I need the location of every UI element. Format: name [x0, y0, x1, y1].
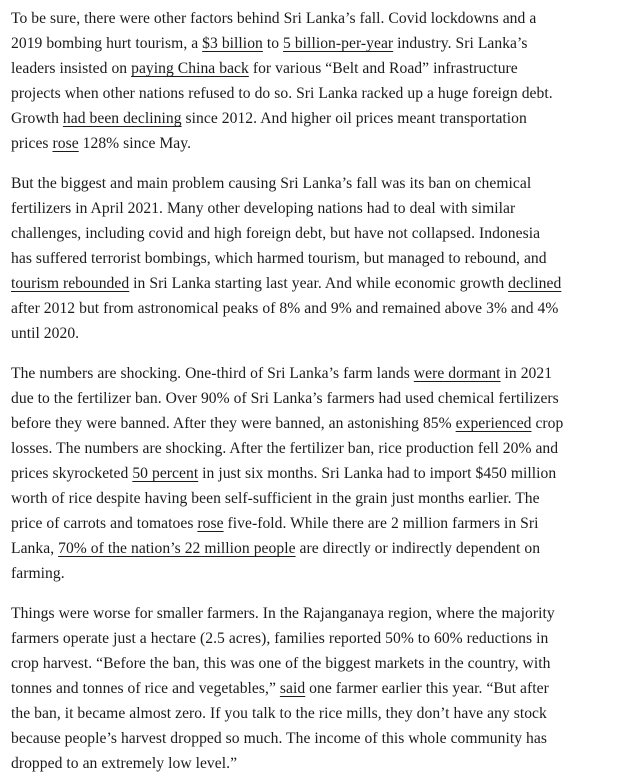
text-line	[11, 56, 626, 81]
inline-link[interactable]: paying China back	[131, 60, 249, 77]
text-run: in Sri Lanka starting last year. And while economic growth	[129, 275, 509, 292]
text-run: crop harvest. “Before the ban, this was one of the biggest markets in the country, with	[11, 655, 551, 672]
inline-link[interactable]: rose	[197, 515, 224, 532]
text-run: has suffered terrorist bombings, which harmed tourism, but managed to rebound, and	[11, 250, 547, 267]
text-run: To be sure, there were other factors behind Sri Lanka’s fall. Covid lockdowns and a	[11, 10, 537, 27]
text-line	[11, 561, 626, 586]
paragraph	[11, 361, 626, 586]
inline-link[interactable]: tourism rebounded	[11, 275, 130, 292]
text-line	[11, 271, 626, 296]
text-line	[11, 196, 626, 221]
text-line	[11, 536, 626, 561]
inline-link[interactable]: declined	[508, 275, 562, 292]
text-line	[11, 106, 626, 131]
text-run: price of carrots and tomatoes	[11, 515, 198, 532]
inline-link[interactable]: rose	[52, 135, 79, 152]
text-run: are directly or indirectly dependent on	[295, 540, 541, 557]
text-line	[11, 411, 626, 436]
text-line	[11, 361, 626, 386]
text-run: crop	[531, 415, 564, 432]
text-run: But the biggest and main problem causing Sri Lanka’s fall was its ban on chemical	[11, 175, 532, 192]
text-run: because people’s harvest dropped so much. The income of this whole community has	[11, 730, 547, 747]
text-run: challenges, including covid and high foreign debt, but have not collapsed. Indonesia	[11, 225, 541, 242]
text-run: one farmer earlier this year. “But after	[305, 680, 549, 697]
text-line	[11, 386, 626, 411]
text-line	[11, 486, 626, 511]
inline-link[interactable]: $3 billion	[202, 35, 263, 52]
text-line	[11, 751, 626, 776]
text-run: tonnes and tonnes of rice and vegetables,”	[11, 680, 280, 697]
inline-link[interactable]: had been declining	[62, 110, 182, 127]
paragraph	[11, 171, 626, 346]
text-run: Things were worse for smaller farmers. In the Rajanganaya region, where the majority	[11, 605, 555, 622]
text-line	[11, 296, 626, 321]
text-run: prices	[11, 135, 53, 152]
text-line	[11, 626, 626, 651]
text-run: Growth	[11, 110, 63, 127]
text-line	[11, 726, 626, 751]
text-run: after 2012 but from astronomical peaks of 8% and 9% and remained above 3% and 4%	[11, 300, 559, 317]
text-run: projects when other nations refused to do so. Sri Lanka racked up a huge foreign debt.	[11, 85, 553, 102]
text-run: farmers operate just a hectare (2.5 acres), families reported 50% to 60% reductions in	[11, 630, 549, 647]
text-run: fertilizers in April 2021. Many other developing nations had to deal with similar	[11, 200, 516, 217]
text-run: dropped to an extremely low level.”	[11, 755, 238, 772]
text-line	[11, 511, 626, 536]
text-line	[11, 676, 626, 701]
text-run: farming.	[11, 565, 65, 582]
text-run: due to the fertilizer ban. Over 90% of Sri Lanka’s farmers had used chemical fertilizers	[11, 390, 559, 407]
text-line	[11, 6, 626, 31]
text-line	[11, 221, 626, 246]
text-run: before they were banned. After they were banned, an astonishing 85%	[11, 415, 456, 432]
text-line	[11, 651, 626, 676]
text-run: 128% since May.	[78, 135, 192, 152]
text-line	[11, 31, 626, 56]
text-run: to	[262, 35, 284, 52]
text-line	[11, 171, 626, 196]
text-run: leaders insisted on	[11, 60, 132, 77]
text-run: in 2021	[500, 365, 553, 382]
text-run: Lanka,	[11, 540, 59, 557]
paragraph	[11, 601, 626, 776]
text-run: for various “Belt and Road” infrastructure	[248, 60, 518, 77]
inline-link[interactable]: 50 percent	[132, 465, 199, 482]
text-line	[11, 461, 626, 486]
text-run: losses. The numbers are shocking. After the fertilizer ban, rice production fell 20% and	[11, 440, 559, 457]
text-run: The numbers are shocking. One-third of Sri Lanka’s farm lands	[11, 365, 414, 382]
text-run: prices skyrocketed	[11, 465, 133, 482]
inline-link[interactable]: 5 billion-per-year	[283, 35, 394, 52]
text-line	[11, 131, 626, 156]
paragraph	[11, 6, 626, 156]
text-line	[11, 601, 626, 626]
text-run: industry. Sri Lanka’s	[393, 35, 528, 52]
inline-link[interactable]: said	[279, 680, 306, 697]
text-run: in just six months. Sri Lanka had to import $450 million	[198, 465, 557, 482]
text-run: worth of rice despite having been self-sufficient in the grain just months earlier. The	[11, 490, 540, 507]
inline-link[interactable]: experienced	[455, 415, 532, 432]
text-run: five-fold. While there are 2 million farmers in Sri	[223, 515, 539, 532]
text-run: 2019 bombing hurt tourism, a	[11, 35, 203, 52]
text-line	[11, 701, 626, 726]
text-run: since 2012. And higher oil prices meant transportation	[181, 110, 527, 127]
text-line	[11, 321, 626, 346]
text-run: the ban, it became almost zero. If you talk to the rice mills, they don’t have any stock	[11, 705, 547, 722]
text-run: until 2020.	[11, 325, 80, 342]
inline-link[interactable]: 70% of the nation’s 22 million people	[58, 540, 296, 557]
text-line	[11, 436, 626, 461]
text-line	[11, 246, 626, 271]
inline-link[interactable]: were dormant	[413, 365, 501, 382]
text-line	[11, 81, 626, 106]
